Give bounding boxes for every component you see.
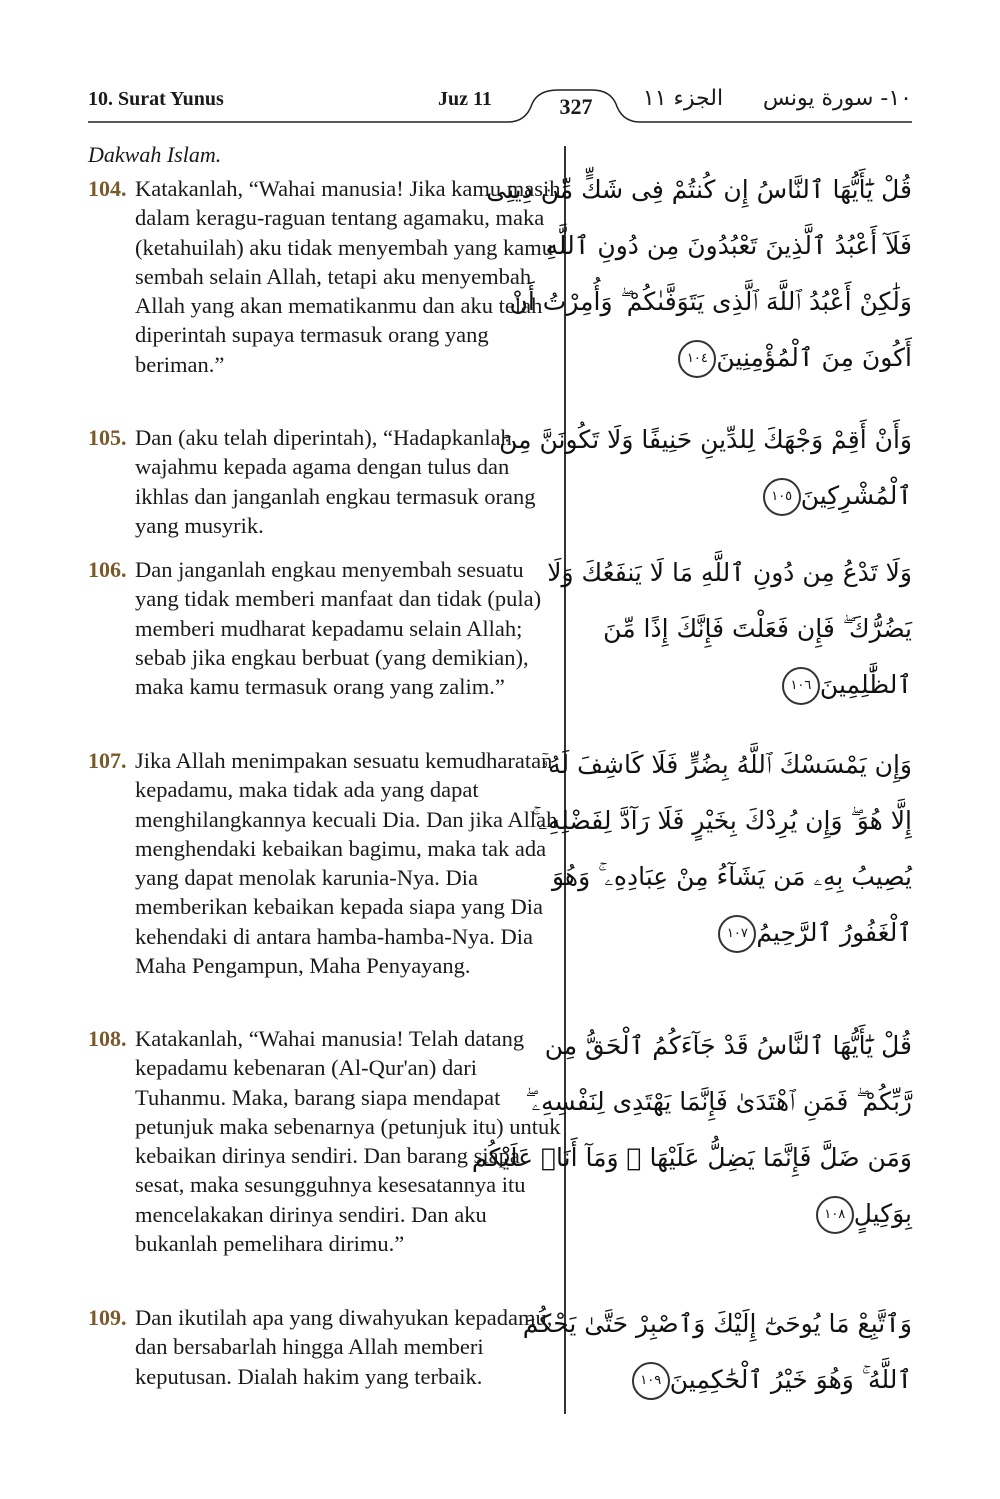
ayah-end-marker: ١٠٥ — [763, 478, 801, 516]
verse-109 — [88, 1303, 564, 1391]
arabic-line: وَمَن ضَلَّ فَإِنَّمَا يَضِلُّ عَلَيْهَا ۖ وَمَآ أَنَا۠ عَلَيْكُم — [471, 1143, 912, 1172]
arabic-line — [590, 657, 912, 713]
verse-107 — [88, 746, 564, 980]
arabic-verse-108 — [471, 1018, 912, 1242]
verse-number: 106. — [88, 557, 127, 582]
arabic-line: إِلَّا هُوَ ۖ وَإِن يُرِدْكَ بِخَيْرٍ فَلَا رَآدَّ لِفَضْلِهِۦ ۚ — [532, 806, 912, 835]
arabic-line — [590, 468, 912, 524]
arabic-line: وَإِن يَمْسَسْكَ ٱللَّهُ بِضُرٍّ فَلَا كَاشِفَ لَهُۥٓ — [541, 750, 912, 779]
arabic-verse-104 — [486, 162, 912, 386]
surah-title-arabic: ١٠- سورة يونس — [762, 86, 912, 111]
arabic-line: رَّبِّكُمْ ۖ فَمَنِ ٱهْتَدَىٰ فَإِنَّمَا يَهْتَدِى لِنَفْسِهِۦ ۖ — [525, 1087, 912, 1116]
arabic-line: وَٱتَّبِعْ مَا يُوحَىٰٓ إِلَيْكَ وَٱصْبِرْ حَتَّىٰ يَحْكُمَ — [522, 1309, 912, 1338]
page-number: 327 — [559, 94, 593, 119]
ayah-end-marker: ١٠٧ — [718, 915, 756, 953]
surah-title-latin: 10. Surat Yunus — [88, 88, 224, 110]
verse-number: 104. — [88, 176, 127, 201]
arabic-line: يَضُرُّكَ ۖ فَإِن فَعَلْتَ فَإِنَّكَ إِذًا مِّنَ — [603, 614, 912, 643]
section-intro: Dakwah Islam. — [88, 142, 222, 167]
verse-number: 109. — [88, 1305, 127, 1330]
arabic-line-text: أَكُونَ مِنَ ٱلْمُؤْمِنِينَ — [716, 343, 912, 372]
page-header — [88, 82, 912, 126]
ayah-end-marker: ١٠٨ — [816, 1196, 854, 1234]
arabic-line: قُلْ يَٰٓأَيُّهَا ٱلنَّاسُ إِن كُنتُمْ فِى شَكٍّ مِّن دِينِى — [486, 175, 912, 204]
arabic-line — [590, 905, 912, 961]
arabic-line: وَلَا تَدْعُ مِن دُونِ ٱللَّهِ مَا لَا يَنفَعُكَ وَلَا — [547, 558, 912, 587]
arabic-line-text: ٱلْمُشْرِكِينَ — [800, 481, 912, 510]
arabic-line-text: ٱللَّهُ ۚ وَهُوَ خَيْرُ ٱلْحَٰكِمِينَ — [669, 1365, 912, 1394]
arabic-verse-106 — [547, 545, 912, 713]
ayah-end-marker: ١٠٤ — [678, 340, 716, 378]
verse-number: 107. — [88, 748, 127, 773]
arabic-line-text: ٱلْغَفُورُ ٱلرَّحِيمُ — [756, 918, 912, 947]
verse-text: Jika Allah menimpakan sesuatu kemudharatan kepadamu, maka tidak ada yang dapat menghilangkannya kecuali Dia. Dan jika Allah menghendaki kebaikan bagimu, maka tak ada yang dapat menolak karunia-Nya. Dia memberikan kebaikan kepada siapa yang Dia kehendaki di antara hamba-hamba-Nya. Dia Maha Pengampun, Maha Penyayang. — [135, 748, 558, 979]
verse-number: 108. — [88, 1026, 127, 1051]
arabic-line-text: بِوَكِيلٍ — [853, 1199, 912, 1228]
verse-105 — [88, 423, 564, 540]
verse-text: Katakanlah, “Wahai manusia! Jika kamu masih dalam keragu-raguan tentang agamaku, maka (ketahuilah) aku tidak menyembah yang kamu sembah selain Allah, tetapi aku menyembah Allah yang akan mematikanmu dan aku telah diperintah supaya termasuk orang yang beriman.” — [135, 176, 561, 377]
verse-text: Katakanlah, “Wahai manusia! Telah datang kepadamu kebenaran (Al-Qur'an) dari Tuhanmu. Maka, barang siapa mendapat petunjuk maka sebenarnya (petunjuk itu) untuk kebaikan dirinya sendiri. Dan barang siapa sesat, maka sesungguhnya kesesatannya itu mencelakakan dirinya sendiri. Dan aku bukanlah pemelihara dirimu.” — [135, 1026, 561, 1257]
arabic-line-text: ٱلظَّٰلِمِينَ — [819, 670, 912, 699]
arabic-line — [590, 1186, 912, 1242]
arabic-line — [590, 1352, 912, 1408]
arabic-verse-105 — [499, 412, 912, 524]
arabic-verse-107 — [532, 737, 912, 961]
arabic-line: وَأَنْ أَقِمْ وَجْهَكَ لِلدِّينِ حَنِيفًا وَلَا تَكُونَنَّ مِنَ — [499, 425, 912, 454]
arabic-line: فَلَآ أَعْبُدُ ٱلَّذِينَ تَعْبُدُونَ مِن دُونِ ٱللَّهِ — [545, 231, 912, 260]
arabic-line: يُصِيبُ بِهِۦ مَن يَشَآءُ مِنْ عِبَادِهِۦ ۚ وَهُوَ — [552, 862, 912, 891]
juz-label-latin: Juz 11 — [438, 88, 492, 110]
verse-text: Dan ikutilah apa yang diwahyukan kepadamu, dan bersabarlah hingga Allah memberi keputusan. Dialah hakim yang terbaik. — [135, 1305, 553, 1389]
verse-106 — [88, 555, 564, 701]
arabic-line: وَلَٰكِنْ أَعْبُدُ ٱللَّهَ ٱلَّذِى يَتَوَفَّىٰكُمْ ۖ وَأُمِرْتُ أَنْ — [509, 287, 912, 316]
ayah-end-marker: ١٠٩ — [632, 1362, 670, 1400]
verse-text: Dan janganlah engkau menyembah sesuatu yang tidak memberi manfaat dan tidak (pula) memberi mudharat kepadamu selain Allah; sebab jika engkau berbuat (yang demikian), maka kamu termasuk orang yang zalim.” — [135, 557, 542, 700]
arabic-line: قُلْ يَٰٓأَيُّهَا ٱلنَّاسُ قَدْ جَآءَكُمُ ٱلْحَقُّ مِن — [544, 1031, 912, 1060]
ayah-end-marker: ١٠٦ — [782, 667, 820, 705]
arabic-verse-109 — [522, 1296, 912, 1408]
verse-number: 105. — [88, 425, 127, 450]
arabic-line — [590, 330, 912, 386]
juz-label-arabic: الجزء ١١ — [642, 86, 724, 111]
verse-text: Dan (aku telah diperintah), “Hadapkanlah wajahmu kepada agama dengan tulus dan ikhlas dan janganlah engkau termasuk orang yang musyrik. — [135, 425, 536, 538]
